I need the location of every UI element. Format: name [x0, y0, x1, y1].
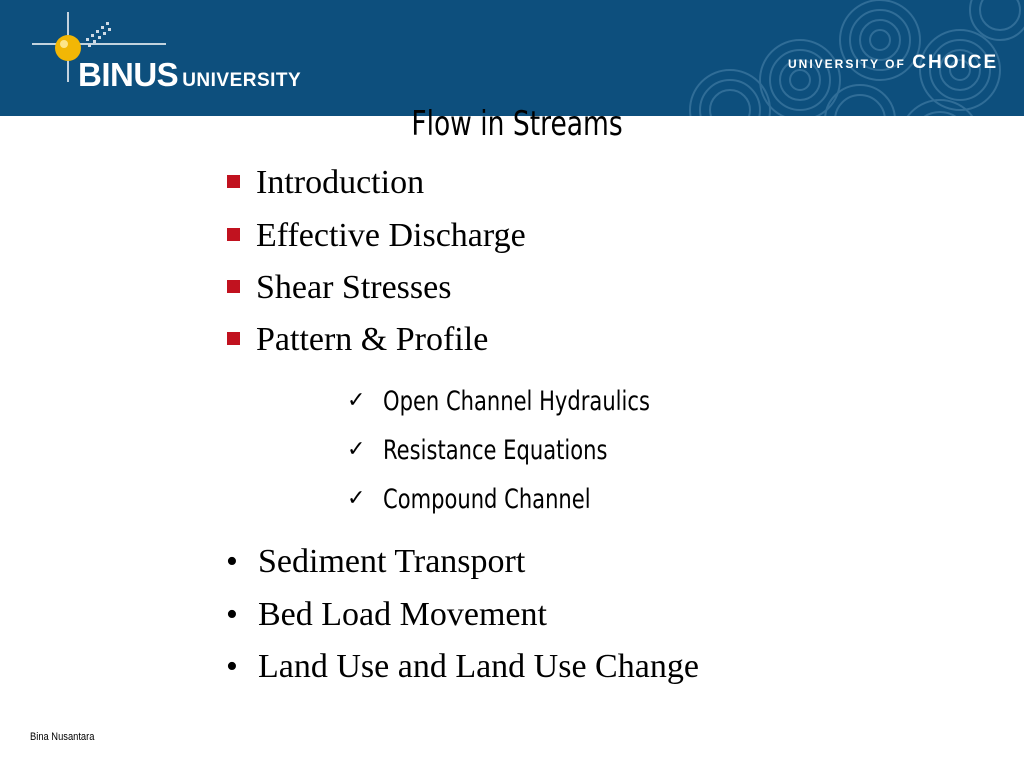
list-item-text: Bed Load Movement [258, 596, 547, 633]
list-item-text: Land Use and Land Use Change [258, 648, 699, 685]
square-bullet-icon [227, 228, 240, 241]
dot-bullet-icon: • [226, 596, 238, 633]
tagline-emphasis: CHOICE [912, 52, 999, 73]
dot-bullet-icon: • [226, 543, 238, 580]
list-item [347, 386, 725, 418]
list-item [227, 164, 424, 202]
list-item-text: Effective Discharge [256, 217, 526, 254]
checkmark-icon: ✓ [347, 486, 366, 511]
list-item [347, 484, 649, 516]
list-item-text: Sediment Transport [258, 543, 526, 580]
list-item [226, 648, 699, 686]
square-bullet-icon [227, 175, 240, 188]
checkmark-icon: ✓ [347, 437, 366, 462]
list-item-text: Resistance Equations [383, 435, 608, 466]
list-item [227, 217, 526, 255]
list-item [226, 543, 525, 581]
logo-main-text: BINUS [78, 56, 179, 93]
tagline-prefix: UNIVERSITY OF [788, 57, 906, 71]
list-item [227, 321, 488, 359]
logo-sub-text: UNIVERSITY [182, 70, 302, 91]
list-item-text: Open Channel Hydraulics [383, 386, 650, 417]
footer-text: Bina Nusantara [30, 731, 95, 743]
header-banner [0, 0, 1024, 116]
list-item-text: Introduction [256, 164, 425, 201]
list-item [226, 596, 547, 634]
slide-title: Flow in Streams [411, 104, 623, 144]
square-bullet-icon [227, 280, 240, 293]
list-item-text: Shear Stresses [256, 269, 452, 306]
checkmark-icon: ✓ [347, 388, 366, 413]
list-item-text: Compound Channel [383, 484, 591, 515]
list-item-text: Pattern & Profile [256, 321, 489, 358]
list-item [347, 435, 671, 467]
dot-bullet-icon: • [226, 648, 238, 685]
logo-wordmark [78, 56, 301, 94]
university-tagline [788, 52, 998, 74]
binus-logo[interactable] [30, 10, 320, 100]
list-item [227, 269, 451, 307]
square-bullet-icon [227, 332, 240, 345]
